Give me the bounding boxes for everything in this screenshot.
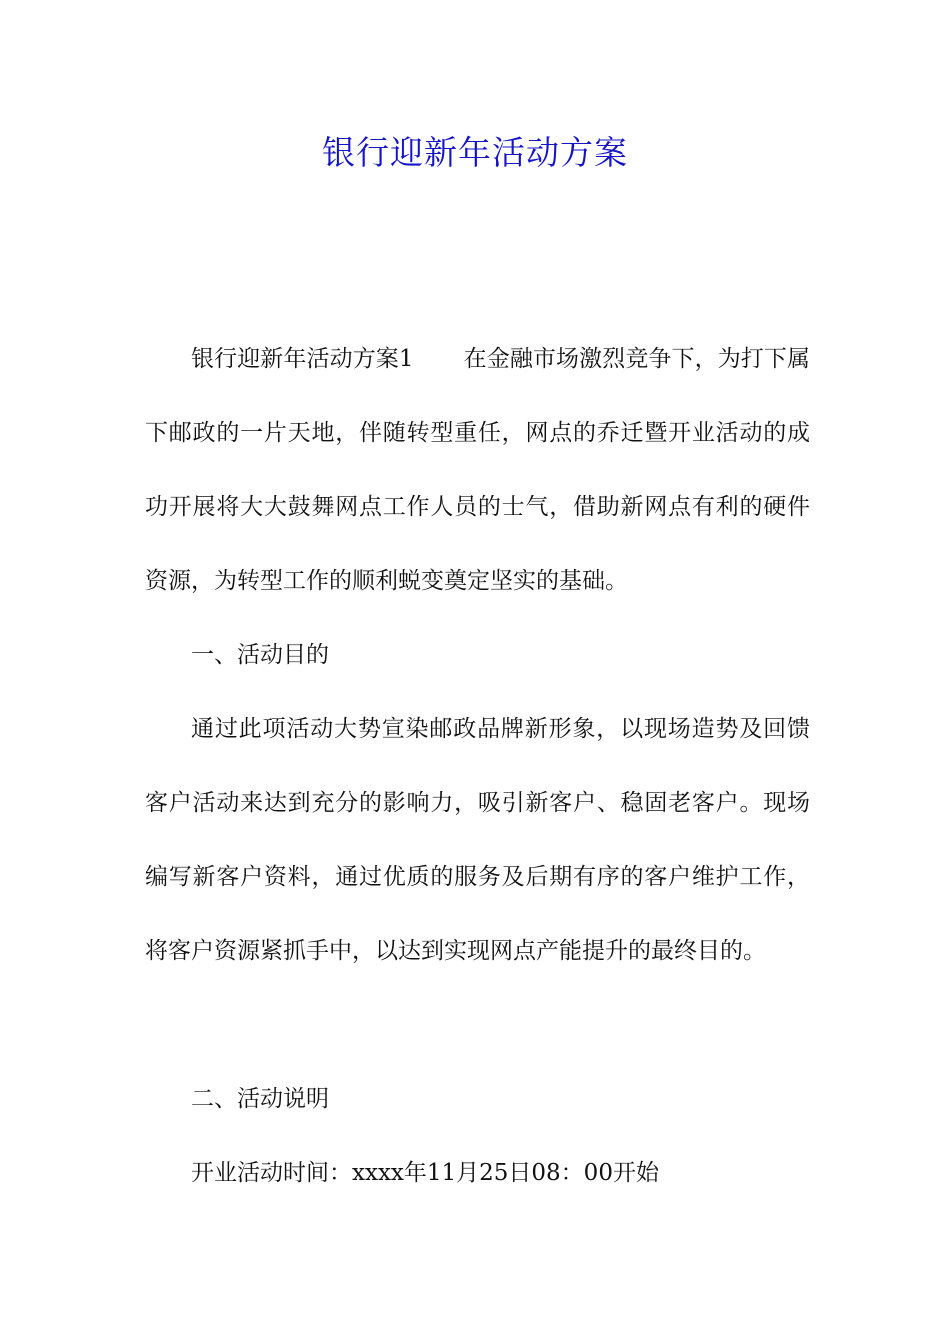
intro-label: 银行迎新年活动方案1 bbox=[191, 346, 414, 372]
intro-paragraph-text bbox=[145, 322, 810, 618]
document-title: 银行迎新年活动方案 bbox=[322, 133, 628, 172]
section2-heading: 二、活动说明 bbox=[191, 1086, 329, 1112]
event-time-value: xxxx年11月25日08：00开始 bbox=[352, 1160, 659, 1186]
event-time-paragraph bbox=[145, 1136, 810, 1210]
intro-paragraph bbox=[145, 322, 810, 618]
section2-heading-block bbox=[145, 1062, 810, 1136]
section1-text: 通过此项活动大势宣染邮政品牌新形象，以现场造势及回馈客户活动来达到充分的影响力，吸引新客户、稳固老客户。现场编写新客户资料，通过优质的服务及后期有序的客户维护工作，将客户资源紧抓手中，以达到实现网点产能提升的最终目的。 bbox=[145, 716, 810, 964]
event-time-label: 开业活动时间： bbox=[191, 1160, 352, 1186]
section1-heading-block bbox=[145, 618, 810, 692]
event-time-line bbox=[145, 1136, 810, 1210]
section1-paragraph bbox=[145, 692, 810, 988]
intro-text: 在金融市场激烈竞争下，为打下属下邮政的一片天地，伴随转型重任，网点的乔迁暨开业活动的成功开展将大大鼓舞网点工作人员的士气，借助新网点有利的硬件资源，为转型工作的顺利蜕变奠定坚实的基础。 bbox=[145, 346, 811, 594]
section1-heading: 一、活动目的 bbox=[191, 642, 329, 668]
